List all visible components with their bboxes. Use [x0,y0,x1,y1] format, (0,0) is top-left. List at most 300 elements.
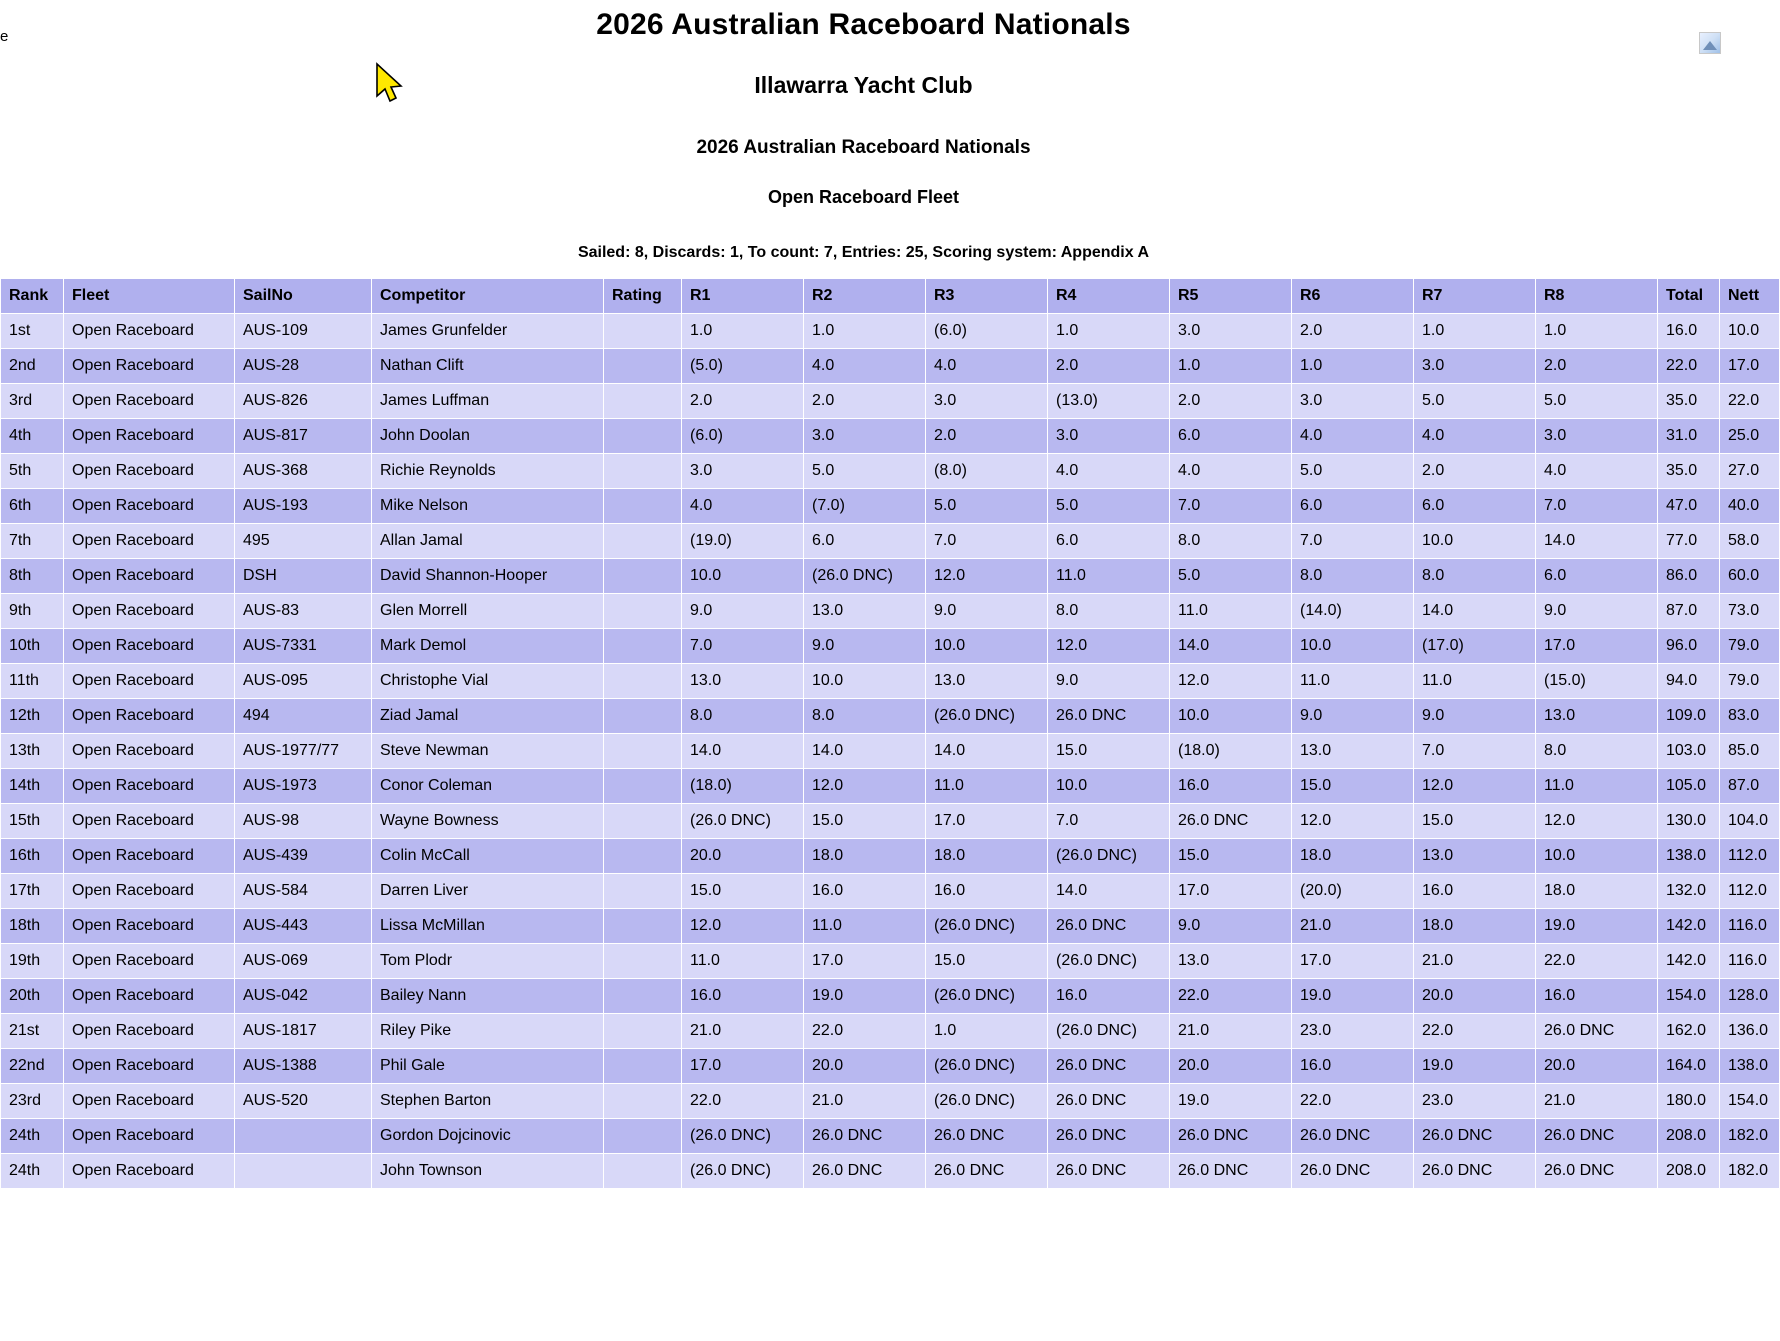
cell-r4: (26.0 DNC) [1048,839,1170,874]
cell-r8: 26.0 DNC [1536,1119,1658,1154]
column-header-r4[interactable]: R4 [1048,279,1170,314]
table-row [1,664,1780,699]
cell-r8: 6.0 [1536,559,1658,594]
cell-r5: 8.0 [1170,524,1292,559]
cell-sailno [235,1119,372,1154]
cell-rank: 15th [1,804,64,839]
cell-r3: 9.0 [926,594,1048,629]
cell-r5: 13.0 [1170,944,1292,979]
cell-competitor: Riley Pike [372,1014,604,1049]
cell-fleet: Open Raceboard [64,489,235,524]
cell-total: 94.0 [1658,664,1720,699]
cell-competitor: Darren Liver [372,874,604,909]
cell-sailno: AUS-98 [235,804,372,839]
cell-rank: 17th [1,874,64,909]
cell-r1: (26.0 DNC) [682,804,804,839]
cell-rating [604,1084,682,1119]
cell-competitor: Wayne Bowness [372,804,604,839]
table-body [1,314,1780,1189]
cell-rank: 19th [1,944,64,979]
cell-rank: 24th [1,1119,64,1154]
column-header-r6[interactable]: R6 [1292,279,1414,314]
cell-r6: 13.0 [1292,734,1414,769]
cell-r4: 26.0 DNC [1048,699,1170,734]
column-header-sailno[interactable]: SailNo [235,279,372,314]
cell-r8: 11.0 [1536,769,1658,804]
cell-rating [604,559,682,594]
edge-letter: e [0,28,9,45]
cell-total: 138.0 [1658,839,1720,874]
cell-r4: 3.0 [1048,419,1170,454]
cell-r1: (26.0 DNC) [682,1119,804,1154]
series-summary: Sailed: 8, Discards: 1, To count: 7, Entries: 25, Scoring system: Appendix A [577,244,1150,261]
cell-r2: 10.0 [804,664,926,699]
cell-r2: 11.0 [804,909,926,944]
cell-r1: 8.0 [682,699,804,734]
cell-r6: 21.0 [1292,909,1414,944]
cell-nett: 60.0 [1720,559,1780,594]
cell-r6: 4.0 [1292,419,1414,454]
cell-competitor: Glen Morrell [372,594,604,629]
cell-rank: 23rd [1,1084,64,1119]
cell-r3: 15.0 [926,944,1048,979]
cell-r1: 12.0 [682,909,804,944]
cell-rank: 8th [1,559,64,594]
cell-rating [604,699,682,734]
cell-fleet: Open Raceboard [64,1049,235,1084]
page-title: 2026 Australian Raceboard Nationals [596,8,1131,41]
cell-sailno: AUS-095 [235,664,372,699]
cell-total: 31.0 [1658,419,1720,454]
table-row [1,804,1780,839]
cell-competitor: Stephen Barton [372,1084,604,1119]
cell-competitor: Allan Jamal [372,524,604,559]
cell-r5: 22.0 [1170,979,1292,1014]
cell-r5: 12.0 [1170,664,1292,699]
cell-competitor: Phil Gale [372,1049,604,1084]
cell-r3: 12.0 [926,559,1048,594]
cell-r8: 10.0 [1536,839,1658,874]
cell-r4: (26.0 DNC) [1048,944,1170,979]
cell-rating [604,524,682,559]
cell-r7: 4.0 [1414,419,1536,454]
cell-competitor: Lissa McMillan [372,909,604,944]
cell-total: 103.0 [1658,734,1720,769]
cell-total: 87.0 [1658,594,1720,629]
cell-r8: 16.0 [1536,979,1658,1014]
event-name: 2026 Australian Raceboard Nationals [696,137,1031,158]
cell-r5: 19.0 [1170,1084,1292,1119]
cell-r6: 16.0 [1292,1049,1414,1084]
cell-rating [604,489,682,524]
cell-r2: 12.0 [804,769,926,804]
cell-r8: 3.0 [1536,419,1658,454]
cell-rank: 21st [1,1014,64,1049]
cell-competitor: Steve Newman [372,734,604,769]
cell-r6: 8.0 [1292,559,1414,594]
table-row [1,1014,1780,1049]
cell-rank: 20th [1,979,64,1014]
cell-sailno: AUS-83 [235,594,372,629]
cell-fleet: Open Raceboard [64,454,235,489]
cell-r7: 12.0 [1414,769,1536,804]
cell-r4: 12.0 [1048,629,1170,664]
cell-r2: 3.0 [804,419,926,454]
cell-rating [604,314,682,349]
cell-r5: 6.0 [1170,419,1292,454]
table-row [1,734,1780,769]
cell-r4: 2.0 [1048,349,1170,384]
column-header-r8[interactable]: R8 [1536,279,1658,314]
cell-nett: 73.0 [1720,594,1780,629]
cell-r1: 4.0 [682,489,804,524]
cell-rank: 7th [1,524,64,559]
cell-r8: 18.0 [1536,874,1658,909]
cell-r7: 16.0 [1414,874,1536,909]
cell-nett: 138.0 [1720,1049,1780,1084]
cell-r5: 9.0 [1170,909,1292,944]
cell-r4: (13.0) [1048,384,1170,419]
cell-competitor: James Grunfelder [372,314,604,349]
cell-r2: 5.0 [804,454,926,489]
cell-r5: 3.0 [1170,314,1292,349]
cell-r2: 9.0 [804,629,926,664]
column-header-competitor[interactable]: Competitor [372,279,604,314]
cell-r3: 17.0 [926,804,1048,839]
cell-r8: 12.0 [1536,804,1658,839]
cell-fleet: Open Raceboard [64,629,235,664]
cell-r7: 3.0 [1414,349,1536,384]
cell-rank: 6th [1,489,64,524]
cell-sailno: AUS-109 [235,314,372,349]
cell-total: 16.0 [1658,314,1720,349]
cell-rank: 16th [1,839,64,874]
cell-fleet: Open Raceboard [64,699,235,734]
cell-r7: 9.0 [1414,699,1536,734]
cell-nett: 40.0 [1720,489,1780,524]
cell-sailno: AUS-826 [235,384,372,419]
cell-r7: 22.0 [1414,1014,1536,1049]
column-header-total[interactable]: Total [1658,279,1720,314]
cell-fleet: Open Raceboard [64,664,235,699]
cell-total: 96.0 [1658,629,1720,664]
cell-r3: (26.0 DNC) [926,1049,1048,1084]
cell-r3: 4.0 [926,349,1048,384]
cell-r6: 23.0 [1292,1014,1414,1049]
cell-r3: (6.0) [926,314,1048,349]
cell-rank: 13th [1,734,64,769]
cell-r7: 7.0 [1414,734,1536,769]
cell-fleet: Open Raceboard [64,384,235,419]
cell-r2: 19.0 [804,979,926,1014]
column-header-r5[interactable]: R5 [1170,279,1292,314]
cell-r3: 14.0 [926,734,1048,769]
cell-r8: 2.0 [1536,349,1658,384]
cell-r5: 15.0 [1170,839,1292,874]
cell-total: 77.0 [1658,524,1720,559]
cell-r8: 1.0 [1536,314,1658,349]
cell-nett: 27.0 [1720,454,1780,489]
cell-total: 47.0 [1658,489,1720,524]
cell-rating [604,839,682,874]
table-row [1,384,1780,419]
cell-rating [604,349,682,384]
cell-total: 142.0 [1658,909,1720,944]
cell-rank: 14th [1,769,64,804]
cell-r3: 26.0 DNC [926,1119,1048,1154]
cell-nett: 182.0 [1720,1154,1780,1189]
cell-r7: 10.0 [1414,524,1536,559]
cell-fleet: Open Raceboard [64,1084,235,1119]
cell-r5: 26.0 DNC [1170,804,1292,839]
cell-r6: 19.0 [1292,979,1414,1014]
cell-r6: 6.0 [1292,489,1414,524]
cell-rank: 5th [1,454,64,489]
broken-image-icon [1699,32,1721,54]
cell-r3: (8.0) [926,454,1048,489]
column-header-r1[interactable]: R1 [682,279,804,314]
table-row [1,909,1780,944]
cell-nett: 182.0 [1720,1119,1780,1154]
cell-r1: 1.0 [682,314,804,349]
cell-rating [604,594,682,629]
cell-rating [604,944,682,979]
cell-competitor: John Townson [372,1154,604,1189]
table-row [1,839,1780,874]
cell-nett: 112.0 [1720,839,1780,874]
cell-r5: 5.0 [1170,559,1292,594]
cell-r5: 2.0 [1170,384,1292,419]
cell-sailno: AUS-28 [235,349,372,384]
cell-r7: 18.0 [1414,909,1536,944]
cell-r2: 4.0 [804,349,926,384]
cell-nett: 10.0 [1720,314,1780,349]
cell-fleet: Open Raceboard [64,944,235,979]
cell-total: 109.0 [1658,699,1720,734]
column-header-fleet[interactable]: Fleet [64,279,235,314]
cell-r2: 18.0 [804,839,926,874]
cell-r4: 16.0 [1048,979,1170,1014]
cell-fleet: Open Raceboard [64,909,235,944]
cell-rank: 2nd [1,349,64,384]
cell-r4: 26.0 DNC [1048,1049,1170,1084]
cell-rating [604,769,682,804]
cell-total: 130.0 [1658,804,1720,839]
cell-r5: 7.0 [1170,489,1292,524]
cell-r6: 22.0 [1292,1084,1414,1119]
cell-total: 208.0 [1658,1154,1720,1189]
cell-competitor: Mark Demol [372,629,604,664]
cell-r3: 5.0 [926,489,1048,524]
cell-r3: 2.0 [926,419,1048,454]
cell-r8: 21.0 [1536,1084,1658,1119]
cell-r2: 15.0 [804,804,926,839]
cell-competitor: Richie Reynolds [372,454,604,489]
column-header-rank[interactable]: Rank [1,279,64,314]
cell-r4: 26.0 DNC [1048,1119,1170,1154]
cell-r7: (17.0) [1414,629,1536,664]
cell-r8: 17.0 [1536,629,1658,664]
cell-r8: 19.0 [1536,909,1658,944]
cell-r5: 21.0 [1170,1014,1292,1049]
column-header-r2[interactable]: R2 [804,279,926,314]
cell-r4: 14.0 [1048,874,1170,909]
cell-fleet: Open Raceboard [64,349,235,384]
cell-competitor: Christophe Vial [372,664,604,699]
cell-sailno: AUS-368 [235,454,372,489]
cell-r1: (26.0 DNC) [682,1154,804,1189]
cell-r4: 26.0 DNC [1048,1084,1170,1119]
cell-rank: 1st [1,314,64,349]
cell-rank: 11th [1,664,64,699]
cell-competitor: Conor Coleman [372,769,604,804]
cell-r3: 26.0 DNC [926,1154,1048,1189]
table-row [1,874,1780,909]
cell-r6: 17.0 [1292,944,1414,979]
cell-sailno: AUS-439 [235,839,372,874]
cell-rating [604,419,682,454]
cell-r3: 13.0 [926,664,1048,699]
cell-nett: 116.0 [1720,944,1780,979]
cell-r1: 2.0 [682,384,804,419]
cell-r3: 11.0 [926,769,1048,804]
table-row [1,559,1780,594]
table-row [1,699,1780,734]
cell-r1: (5.0) [682,349,804,384]
cell-r1: 17.0 [682,1049,804,1084]
club-name: Illawarra Yacht Club [754,72,973,98]
cell-r1: 13.0 [682,664,804,699]
cell-r1: 22.0 [682,1084,804,1119]
cell-r1: (18.0) [682,769,804,804]
fleet-name: Open Raceboard Fleet [767,187,960,207]
cell-r4: 6.0 [1048,524,1170,559]
table-row [1,1119,1780,1154]
column-header-r7[interactable]: R7 [1414,279,1536,314]
cell-r2: 26.0 DNC [804,1154,926,1189]
cell-r7: 5.0 [1414,384,1536,419]
cell-r2: 1.0 [804,314,926,349]
cell-rank: 10th [1,629,64,664]
cell-r2: (26.0 DNC) [804,559,926,594]
cell-r1: 16.0 [682,979,804,1014]
cell-r8: 5.0 [1536,384,1658,419]
cell-r7: 8.0 [1414,559,1536,594]
cell-r8: 7.0 [1536,489,1658,524]
cell-total: 180.0 [1658,1084,1720,1119]
cell-r4: 4.0 [1048,454,1170,489]
cell-r3: 1.0 [926,1014,1048,1049]
cell-r3: 16.0 [926,874,1048,909]
cell-r2: 8.0 [804,699,926,734]
cell-r4: 15.0 [1048,734,1170,769]
cell-r6: 26.0 DNC [1292,1154,1414,1189]
cell-sailno: AUS-069 [235,944,372,979]
cell-rank: 12th [1,699,64,734]
cell-nett: 116.0 [1720,909,1780,944]
cell-r8: 20.0 [1536,1049,1658,1084]
cell-r4: 26.0 DNC [1048,909,1170,944]
cell-r7: 19.0 [1414,1049,1536,1084]
cell-r2: 21.0 [804,1084,926,1119]
cell-sailno: AUS-7331 [235,629,372,664]
cell-r3: 10.0 [926,629,1048,664]
cell-r1: 14.0 [682,734,804,769]
cell-r3: (26.0 DNC) [926,979,1048,1014]
cell-rating [604,804,682,839]
cell-sailno: AUS-1388 [235,1049,372,1084]
column-header-r3[interactable]: R3 [926,279,1048,314]
cell-fleet: Open Raceboard [64,874,235,909]
cell-nett: 83.0 [1720,699,1780,734]
cell-r6: 9.0 [1292,699,1414,734]
cell-r2: 6.0 [804,524,926,559]
cell-competitor: Bailey Nann [372,979,604,1014]
cell-nett: 79.0 [1720,629,1780,664]
cell-r2: 17.0 [804,944,926,979]
cell-r5: (18.0) [1170,734,1292,769]
cell-total: 208.0 [1658,1119,1720,1154]
cell-r3: (26.0 DNC) [926,699,1048,734]
table-row [1,314,1780,349]
cell-r2: 13.0 [804,594,926,629]
table-row [1,419,1780,454]
cell-sailno: AUS-1973 [235,769,372,804]
cell-r1: (19.0) [682,524,804,559]
cell-competitor: Nathan Clift [372,349,604,384]
cell-total: 142.0 [1658,944,1720,979]
cell-total: 132.0 [1658,874,1720,909]
cell-rating [604,1014,682,1049]
cell-r4: 8.0 [1048,594,1170,629]
cell-r8: 9.0 [1536,594,1658,629]
cell-fleet: Open Raceboard [64,979,235,1014]
cell-competitor: Ziad Jamal [372,699,604,734]
column-header-rating[interactable]: Rating [604,279,682,314]
cell-fleet: Open Raceboard [64,419,235,454]
cell-r5: 20.0 [1170,1049,1292,1084]
cell-r6: 10.0 [1292,629,1414,664]
cell-r7: 14.0 [1414,594,1536,629]
cell-fleet: Open Raceboard [64,524,235,559]
cell-r4: (26.0 DNC) [1048,1014,1170,1049]
cell-r4: 5.0 [1048,489,1170,524]
table-row [1,629,1780,664]
cell-r7: 23.0 [1414,1084,1536,1119]
cell-nett: 17.0 [1720,349,1780,384]
cell-total: 35.0 [1658,454,1720,489]
cell-r8: 8.0 [1536,734,1658,769]
table-row [1,594,1780,629]
cell-rating [604,874,682,909]
cell-nett: 85.0 [1720,734,1780,769]
cell-fleet: Open Raceboard [64,1119,235,1154]
cell-r7: 11.0 [1414,664,1536,699]
cell-nett: 79.0 [1720,664,1780,699]
cell-r8: 26.0 DNC [1536,1014,1658,1049]
cell-r8: 4.0 [1536,454,1658,489]
cell-r5: 26.0 DNC [1170,1119,1292,1154]
cell-sailno: AUS-520 [235,1084,372,1119]
column-header-nett[interactable]: Nett [1720,279,1780,314]
cell-r6: 18.0 [1292,839,1414,874]
cell-r4: 7.0 [1048,804,1170,839]
cell-r5: 26.0 DNC [1170,1154,1292,1189]
cell-r3: (26.0 DNC) [926,1084,1048,1119]
cell-sailno: AUS-817 [235,419,372,454]
cell-rating [604,1154,682,1189]
cell-rating [604,1049,682,1084]
